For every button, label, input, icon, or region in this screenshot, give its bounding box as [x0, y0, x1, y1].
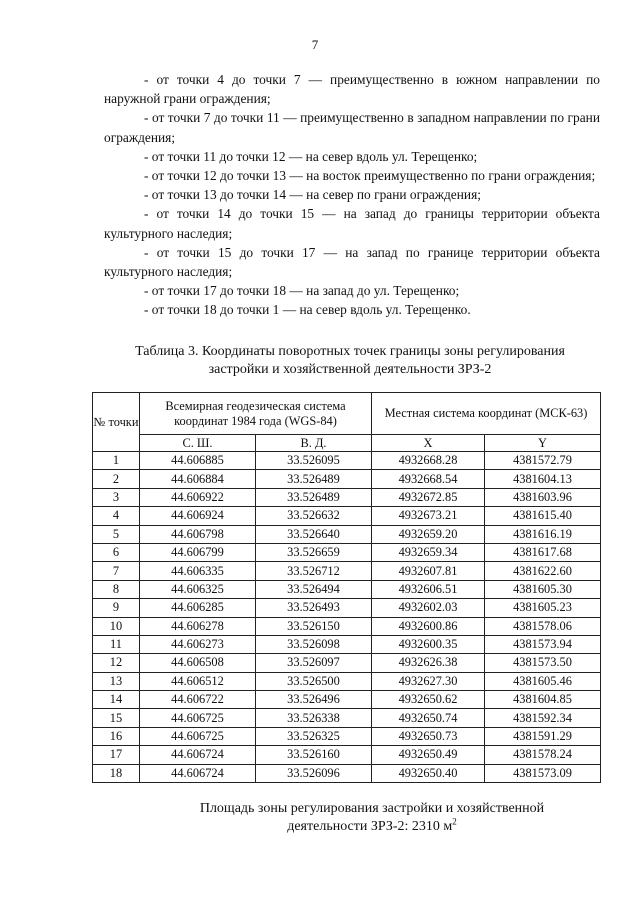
- cell-latitude: 44.606285: [140, 599, 256, 617]
- header-latitude: С. Ш.: [140, 435, 256, 452]
- cell-latitude: 44.606725: [140, 727, 256, 745]
- cell-longitude: 33.526632: [256, 507, 372, 525]
- cell-x: 4932602.03: [372, 599, 485, 617]
- cell-point: 17: [93, 746, 140, 764]
- cell-y: 4381605.30: [485, 580, 601, 598]
- cell-y: 4381615.40: [485, 507, 601, 525]
- cell-y: 4381616.19: [485, 525, 601, 543]
- cell-longitude: 33.526160: [256, 746, 372, 764]
- cell-point: 12: [93, 654, 140, 672]
- paragraph-segment-14-15: - от точки 14 до точки 15 — на запад до границы территории объекта культурного наследия;: [104, 206, 600, 241]
- cell-x: 4932607.81: [372, 562, 485, 580]
- coordinates-table: [92, 392, 601, 783]
- paragraph-segment-11-12: - от точки 11 до точки 12 — на север вдоль ул. Терещенко;: [144, 148, 478, 164]
- cell-latitude: 44.606922: [140, 488, 256, 506]
- area-statement: [190, 800, 554, 836]
- cell-latitude: 44.606724: [140, 746, 256, 764]
- table-row: [93, 672, 601, 690]
- cell-y: 4381573.50: [485, 654, 601, 672]
- cell-latitude: 44.606798: [140, 525, 256, 543]
- cell-x: 4932668.54: [372, 470, 485, 488]
- cell-x: 4932659.34: [372, 543, 485, 561]
- cell-longitude: 33.526640: [256, 525, 372, 543]
- cell-y: 4381572.79: [485, 452, 601, 470]
- cell-point: 14: [93, 691, 140, 709]
- cell-y: 4381605.23: [485, 599, 601, 617]
- area-value: деятельности ЗРЗ-2: 2310 м: [287, 819, 453, 834]
- area-line-1: Площадь зоны регулирования застройки и хозяйственной: [199, 801, 545, 816]
- cell-point: 9: [93, 599, 140, 617]
- header-msk63: Местная система координат (МСК-63): [372, 393, 601, 435]
- table-row: [93, 599, 601, 617]
- cell-x: 4932650.40: [372, 764, 485, 782]
- page-number: 7: [311, 37, 319, 52]
- cell-longitude: 33.526489: [256, 470, 372, 488]
- cell-latitude: 44.606725: [140, 709, 256, 727]
- cell-point: 13: [93, 672, 140, 690]
- cell-x: 4932600.86: [372, 617, 485, 635]
- paragraph-segment-18-1: - от точки 18 до точки 1 — на север вдоль ул. Терещенко.: [144, 302, 471, 318]
- table-caption-line-2: застройки и хозяйственной деятельности ЗРЗ-2: [208, 362, 492, 377]
- table-row: [93, 746, 601, 764]
- table-row: [93, 507, 601, 525]
- cell-point: 4: [93, 507, 140, 525]
- cell-y: 4381573.09: [485, 764, 601, 782]
- area-unit-exponent: 2: [452, 816, 457, 827]
- boundary-description: [104, 70, 600, 320]
- cell-point: 16: [93, 727, 140, 745]
- cell-latitude: 44.606924: [140, 507, 256, 525]
- cell-point: 1: [93, 452, 140, 470]
- area-line-2: [190, 818, 554, 836]
- cell-x: 4932626.38: [372, 654, 485, 672]
- header-wgs84: Всемирная геодезическая система координат 1984 года (WGS-84): [140, 393, 372, 435]
- cell-longitude: 33.526095: [256, 452, 372, 470]
- cell-point: 5: [93, 525, 140, 543]
- cell-y: 4381617.68: [485, 543, 601, 561]
- table-row: [93, 562, 601, 580]
- cell-latitude: 44.606884: [140, 470, 256, 488]
- paragraph-segment-13-14: - от точки 13 до точки 14 — на север по грани ограждения;: [144, 187, 481, 203]
- cell-x: 4932600.35: [372, 635, 485, 653]
- cell-point: 7: [93, 562, 140, 580]
- cell-point: 8: [93, 580, 140, 598]
- cell-y: 4381591.29: [485, 727, 601, 745]
- paragraph-segment-7-11: - от точки 7 до точки 11 — преимущественно в западном направлении по грани ограждения;: [104, 110, 600, 145]
- cell-point: 11: [93, 635, 140, 653]
- cell-y: 4381573.94: [485, 635, 601, 653]
- cell-y: 4381604.85: [485, 691, 601, 709]
- table-row: [93, 727, 601, 745]
- cell-point: 15: [93, 709, 140, 727]
- cell-longitude: 33.526712: [256, 562, 372, 580]
- cell-point: 10: [93, 617, 140, 635]
- cell-latitude: 44.606325: [140, 580, 256, 598]
- cell-y: 4381592.34: [485, 709, 601, 727]
- cell-point: 6: [93, 543, 140, 561]
- cell-latitude: 44.606508: [140, 654, 256, 672]
- cell-latitude: 44.606512: [140, 672, 256, 690]
- cell-latitude: 44.606722: [140, 691, 256, 709]
- cell-longitude: 33.526489: [256, 488, 372, 506]
- table-row: [93, 617, 601, 635]
- cell-longitude: 33.526500: [256, 672, 372, 690]
- header-longitude: В. Д.: [256, 435, 372, 452]
- paragraph-segment-4-7: - от точки 4 до точки 7 — преимущественно в южном направлении по наружной грани ограждения;: [104, 72, 600, 107]
- cell-point: 3: [93, 488, 140, 506]
- table-row: [93, 525, 601, 543]
- table-row: [93, 452, 601, 470]
- cell-longitude: 33.526097: [256, 654, 372, 672]
- cell-x: 4932606.51: [372, 580, 485, 598]
- cell-x: 4932650.73: [372, 727, 485, 745]
- paragraph-segment-17-18: - от точки 17 до точки 18 — на запад до ул. Терещенко;: [144, 283, 460, 299]
- cell-latitude: 44.606278: [140, 617, 256, 635]
- cell-longitude: 33.526493: [256, 599, 372, 617]
- cell-x: 4932672.85: [372, 488, 485, 506]
- cell-longitude: 33.526338: [256, 709, 372, 727]
- cell-longitude: 33.526098: [256, 635, 372, 653]
- cell-x: 4932627.30: [372, 672, 485, 690]
- table-row: [93, 543, 601, 561]
- cell-x: 4932650.62: [372, 691, 485, 709]
- cell-point: 18: [93, 764, 140, 782]
- cell-y: 4381578.06: [485, 617, 601, 635]
- cell-longitude: 33.526496: [256, 691, 372, 709]
- table-row: [93, 470, 601, 488]
- table-row: [93, 654, 601, 672]
- paragraph-segment-12-13: - от точки 12 до точки 13 — на восток преимущественно по грани ограждения;: [144, 168, 596, 184]
- cell-x: 4932650.74: [372, 709, 485, 727]
- cell-longitude: 33.526325: [256, 727, 372, 745]
- cell-latitude: 44.606885: [140, 452, 256, 470]
- table-row: [93, 488, 601, 506]
- cell-x: 4932673.21: [372, 507, 485, 525]
- table-row: [93, 580, 601, 598]
- header-point-number: № точки: [93, 393, 140, 452]
- cell-latitude: 44.606724: [140, 764, 256, 782]
- cell-latitude: 44.606799: [140, 543, 256, 561]
- cell-longitude: 33.526150: [256, 617, 372, 635]
- cell-y: 4381578.24: [485, 746, 601, 764]
- table-row: [93, 709, 601, 727]
- table-row: [93, 764, 601, 782]
- cell-longitude: 33.526494: [256, 580, 372, 598]
- table-caption: [100, 343, 600, 379]
- cell-x: 4932668.28: [372, 452, 485, 470]
- table-caption-line-1: Таблица 3. Координаты поворотных точек границы зоны регулирования: [135, 344, 565, 359]
- cell-y: 4381603.96: [485, 488, 601, 506]
- cell-longitude: 33.526096: [256, 764, 372, 782]
- cell-latitude: 44.606273: [140, 635, 256, 653]
- cell-x: 4932650.49: [372, 746, 485, 764]
- paragraph-segment-15-17: - от точки 15 до точки 17 — на запад по границе территории объекта культурного наследия;: [104, 244, 600, 280]
- cell-longitude: 33.526659: [256, 543, 372, 561]
- cell-latitude: 44.606335: [140, 562, 256, 580]
- table-row: [93, 691, 601, 709]
- cell-y: 4381604.13: [485, 470, 601, 488]
- cell-x: 4932659.20: [372, 525, 485, 543]
- cell-y: 4381605.46: [485, 672, 601, 690]
- header-y: Y: [485, 435, 601, 452]
- cell-y: 4381622.60: [485, 562, 601, 580]
- cell-point: 2: [93, 470, 140, 488]
- header-x: X: [372, 435, 485, 452]
- table-row: [93, 635, 601, 653]
